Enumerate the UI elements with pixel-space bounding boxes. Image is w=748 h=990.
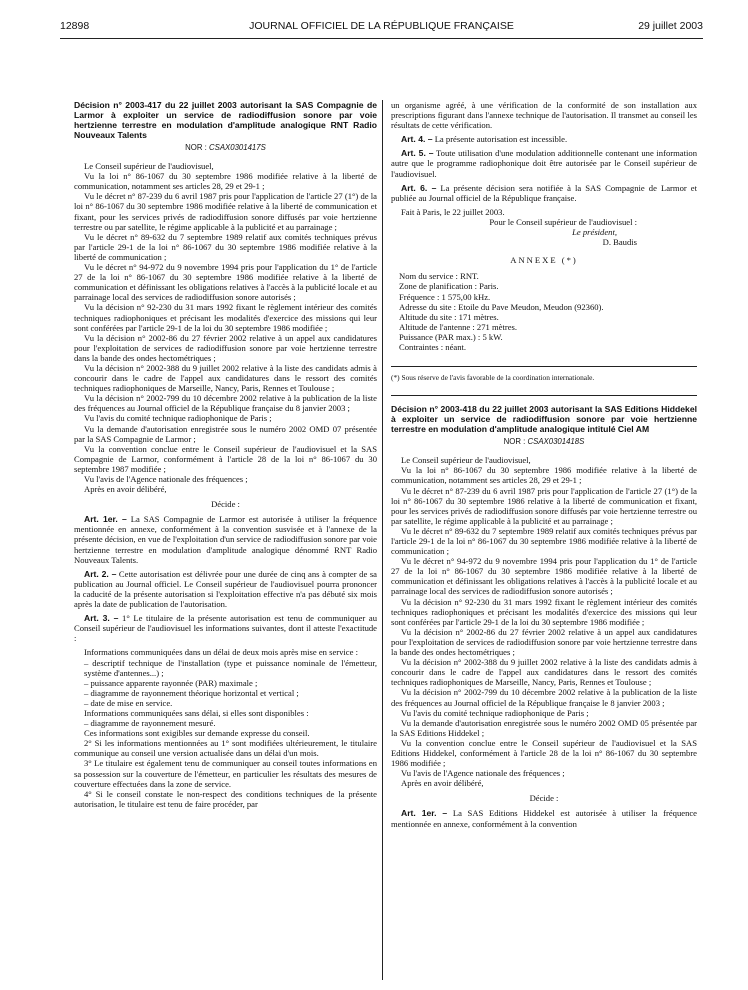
annexe-item: Contraintes : néant.: [399, 341, 467, 352]
visa-paragraph: Vu le décret n° 89-632 du 7 septembre 1989 relatif aux comités techniques prévus par l'article 29-1 de la loi n° 86-1067 du 30 septembre 1986 modifiée relative à la liberté de communication ;: [391, 525, 697, 557]
page-header: [60, 20, 703, 34]
info-intro-2: Informations communiquées sans délai, si elles sont disponibles :: [84, 707, 309, 718]
article-1: [74, 514, 377, 564]
decide-heading-2: Décide :: [529, 793, 559, 804]
annexe-item: Altitude de l'antenne : 271 mètres.: [399, 321, 518, 332]
info-list-2: [74, 718, 377, 728]
article-2: [74, 569, 377, 609]
article-6-text: La présente décision sera notifiée à la SAS Compagnie de Larmor et publiée au Journal officiel de la République française.: [391, 182, 697, 203]
paragraph: 4° Si le conseil constate le non-respect des conditions techniques de la présente autorisation, le titulaire est tenu de faire procéder, par: [74, 788, 377, 809]
visa-paragraph: Vu la loi n° 86-1067 du 30 septembre 1986 modifiée relative à la liberté de communication, notamment ses articles 28, 29 et 29-1 ;: [74, 171, 377, 192]
nor-reference-2: [391, 437, 697, 447]
visa-paragraph: Vu le décret n° 87-239 du 6 avril 1987 pris pour l'application de l'article 27 (1°) de la loi n° 86-1067 du 30 septembre 1986 relative à la liberté de communication et fixant, pour les services privés de radiodiffusion sonore diffusés par voie hertzienne terrestre ou par satellite, le régime applicable à la publicité et au parrainage ;: [391, 485, 697, 526]
visa-paragraph: Après en avoir délibéré,: [84, 484, 167, 495]
article-3-continued: [74, 728, 377, 809]
continuation-text: un organisme agréé, à une vérification de la conformité de son installation aux prescriptions figurant dans l'annexe technique de l'autorisation. Il transmet au conseil les résultats de cette vérification.: [391, 100, 697, 131]
nor-label: NOR :: [185, 143, 207, 152]
info-list: [74, 658, 377, 708]
decide-heading: Décide :: [211, 499, 240, 510]
visa-paragraph: Le Conseil supérieur de l'audiovisuel,: [84, 161, 214, 172]
info-list-item: – descriptif technique de l'installation (type et puissance nominale de l'émetteur, système d'antennes...) ;: [84, 657, 377, 678]
visa-paragraph: Vu le décret n° 94-972 du 9 novembre 1994 pris pour l'application du 1° de l'article 27 de la loi n° 86-1067 du 30 septembre 1986 modifiée relative à la liberté de communication et définissant les obligations relatives à l'accès à la publicité locale et au parrainage local des services de radiodiffusion sonore autorisés ;: [74, 262, 377, 303]
article-2-text: Cette autorisation est délivrée pour une durée de cinq ans à compter de sa publication au Journal officiel. Le Conseil supérieur de l'audiovisuel pourra prononcer la caducité de la présente autorisation si l'exploitation effective n'a pas débuté six mois après la date de publication de l'autorisation.: [74, 568, 377, 610]
signature-line-1: Pour le Conseil supérieur de l'audiovisuel :: [489, 216, 637, 227]
nor-label-2: NOR :: [503, 437, 526, 447]
left-column: [74, 100, 377, 809]
issue-date: 29 juillet 2003: [638, 20, 703, 32]
visa-paragraph: Vu la décision n° 92-230 du 31 mars 1992 fixant le règlement intérieur des comités techniques radiophoniques et précisant les modalités d'exercice des missions qui leur sont conférées par l'article 29-1 de la loi du 30 septembre 1986 modifiée ;: [74, 302, 377, 333]
article-5: [391, 148, 697, 178]
paragraph: Ces informations sont exigibles sur demande expresse du conseil.: [84, 728, 310, 739]
annexe-item: Nom du service : RNT.: [399, 271, 479, 282]
nor-code-2: CSAX0301418S: [527, 437, 585, 447]
article-5-text: Toute utilisation d'une modulation additionnelle contenant une information autre que le programme radiophonique doit être autorisée par le Conseil supérieur de l'audiovisuel.: [391, 148, 697, 179]
article-5-label: Art. 5. –: [401, 148, 434, 159]
article-6: [391, 183, 697, 203]
visa-paragraph: Vu la décision n° 2002-86 du 27 février 2002 relative à un appel aux candidatures pour l'exploitation de services de radiodiffusion sonore par voie hertzienne terrestre dans la bande des ondes hectométriques ;: [74, 332, 377, 363]
visa-paragraph: Vu l'avis de l'Agence nationale des fréquences ;: [401, 768, 565, 779]
article-3-text: 1° Le titulaire de la présente autorisation est tenu de communiquer au Conseil supérieur de l'audiovisuel les informations suivantes, dont il atteste l'exactitude :: [74, 613, 377, 644]
visa-paragraph: Vu la loi n° 86-1067 du 30 septembre 1986 modifiée relative à la liberté de communication, notamment ses articles 28, 29 et 29-1 ;: [391, 465, 697, 486]
decision-separator: [391, 395, 697, 396]
paragraph: 3° Le titulaire est également tenu de communiquer au conseil toutes informations en sa possession sur la couverture de l'émetteur, en particulier les résultats des mesures de couverture effectuées dans la zone de service.: [74, 758, 377, 789]
article-6-label: Art. 6. –: [401, 182, 437, 193]
article-1b-text: La SAS Editions Hiddekel est autorisée à utiliser la fréquence mentionnée en annexe, conformément à la convention: [391, 808, 697, 829]
footnote-rule: [391, 366, 697, 367]
visas-block-2: [391, 455, 697, 788]
fait-a-paris: Fait à Paris, le 22 juillet 2003.: [401, 206, 505, 217]
article-1-label: Art. 1er. –: [84, 514, 127, 525]
article-3-label: Art. 3. –: [84, 613, 119, 624]
article-1b: [391, 808, 697, 828]
visa-paragraph: Vu le décret n° 87-239 du 6 avril 1987 pris pour l'application de l'article 27 (1°) de la loi n° 86-1067 du 30 septembre 1986 modifiée relative à la liberté de communication et fixant, pour les services privés de radiodiffusion sonore diffusés par voie hertzienne terrestre ou par satellite, le régime applicable à la publicité et au parrainage ;: [74, 191, 377, 232]
visa-paragraph: Vu la demande d'autorisation enregistrée sous le numéro 2002 OMD 05 présentée par la SAS Editions Hiddekel ;: [391, 717, 697, 738]
page-number: 12898: [60, 20, 90, 32]
annexe-list: [391, 271, 697, 352]
article-4-text: La présente autorisation est incessible.: [434, 134, 568, 145]
info-list-item: – date de mise en service.: [84, 697, 173, 708]
nor-code: CSAX0301417S: [209, 143, 266, 152]
decision-418-title: Décision n° 2003-418 du 22 juillet 2003 autorisant la SAS Editions Hiddekel à exploiter un service de radiodiffusion sonore par voie hertzienne terrestre en modulation d'amplitude analogique intitulé Ciel AM: [391, 404, 697, 435]
annexe-title: ANNEXE (*): [510, 255, 578, 266]
article-3: [74, 613, 377, 643]
signature-name: D. Baudis: [602, 237, 637, 248]
article-4: [391, 134, 697, 144]
paragraph: 2° Si les informations mentionnées au 1° sont modifiées ultérieurement, le titulaire communique au conseil une version actualisée dans un délai d'un mois.: [74, 738, 377, 759]
visa-paragraph: Vu la décision n° 2002-86 du 27 février 2002 relative à un appel aux candidatures pour l'exploitation de services de radiodiffusion sonore par voie hertzienne terrestre dans la bande des ondes hectométriques ;: [391, 626, 697, 658]
visas-block: [74, 161, 377, 494]
signature-line-2: Le président,: [572, 227, 617, 238]
article-4-label: Art. 4. –: [401, 134, 433, 145]
info-list-item: – diagramme de rayonnement mesuré.: [84, 718, 216, 729]
annexe-item: Altitude du site : 171 mètres.: [399, 311, 499, 322]
visa-paragraph: Vu la décision n° 2002-799 du 10 décembre 2002 relative à la publication de la liste des fréquences au Journal officiel de la République française le 8 janvier 2003 ;: [391, 687, 697, 708]
annexe-item: Adresse du site : Etoile du Pave Meudon, Meudon (92360).: [399, 301, 604, 312]
article-1-text: La SAS Compagnie de Larmor est autorisée à utiliser la fréquence mentionnée en annexe, conformément à la convention susvisée et à l'annexe de la présente décision, en vue de l'exploitation d'un service de radiodiffusion sonore par voie hertzienne terrestre en modulation d'amplitude analogique dénommé RNT Radio Nouveaux Talents.: [74, 514, 377, 565]
journal-title: JOURNAL OFFICIEL DE LA RÉPUBLIQUE FRANÇAISE: [249, 20, 514, 32]
annexe-item: Fréquence : 1 575,00 kHz.: [399, 291, 491, 302]
info-list-item: – diagramme de rayonnement théorique horizontal et vertical ;: [84, 687, 299, 698]
visa-paragraph: Après en avoir délibéré,: [401, 778, 484, 789]
visa-paragraph: Vu la décision n° 2002-388 du 9 juillet 2002 relative à la liste des candidats admis à concourir dans le cadre de l'appel aux candidatures dans le ressort des comités techniques radiophoniques de Marseille, Nancy, Paris, Rennes et Toulouse ;: [391, 657, 697, 688]
visa-paragraph: Le Conseil supérieur de l'audiovisuel,: [401, 455, 531, 466]
annexe-item: Zone de planification : Paris.: [399, 281, 499, 292]
annexe-item: Puissance (PAR max.) : 5 kW.: [399, 331, 503, 342]
visa-paragraph: Vu la décision n° 2002-388 du 9 juillet 2002 relative à la liste des candidats admis à concourir dans le cadre de l'appel aux candidatures dans le ressort des comités techniques radiophoniques de Marseille, Nancy, Paris, Rennes et Toulouse ;: [74, 362, 377, 394]
visa-paragraph: Vu l'avis du comité technique radiophonique de Paris ;: [401, 707, 589, 718]
visa-paragraph: Vu la décision n° 2002-799 du 10 décembre 2002 relative à la publication de la liste des fréquences au Journal officiel de la République française du 8 janvier 2003 ;: [74, 393, 377, 414]
header-rule: [60, 38, 703, 39]
visa-paragraph: Vu le décret n° 94-972 du 9 novembre 1994 pris pour l'application du 1° de l'article 27 de la loi n° 86-1067 du 30 septembre 1986 modifiée relative à la liberté de communication et définissant les obligations relatives à l'accès à la publicité locale et au parrainage local des services de radiodiffusion sonore autorisés ;: [391, 556, 697, 597]
visa-paragraph: Vu la convention conclue entre le Conseil supérieur de l'audiovisuel et la SAS Compagnie de Larmor, conformément à l'article 28 de la loi n° 86-1067 du 30 septembre 1987 modifiée ;: [74, 443, 377, 474]
footnote: (*) Sous réserve de l'avis favorable de la coordination internationale.: [391, 373, 595, 383]
article-1b-label: Art. 1er. –: [401, 808, 448, 819]
right-column: [391, 100, 697, 829]
decision-417-title: Décision n° 2003-417 du 22 juillet 2003 autorisant la SAS Compagnie de Larmor à exploiter un service de radiodiffusion sonore par voie hertzienne terrestre en modulation d'amplitude analogique RNT Radio Nouveaux Talents: [74, 100, 377, 140]
visa-paragraph: Vu la convention conclue entre le Conseil supérieur de l'audiovisuel et la SAS Editions Hiddekel, conformément à l'article 28 de la loi n° 86-1067 du 30 septembre 1986 modifiée ;: [391, 737, 697, 769]
visa-paragraph: Vu l'avis de l'Agence nationale des fréquences ;: [84, 474, 248, 484]
visa-paragraph: Vu le décret n° 89-632 du 7 septembre 1989 relatif aux comités techniques prévus par l'article 29-1 de la loi n° 86-1067 du 30 septembre 1986 modifiée relative à la liberté de communication ;: [74, 231, 377, 262]
signature-block: [391, 217, 697, 247]
article-2-label: Art. 2. –: [84, 568, 117, 579]
column-divider: [382, 100, 383, 980]
visa-paragraph: Vu la décision n° 92-230 du 31 mars 1992 fixant le règlement intérieur des comités techniques radiophoniques et précisant les modalités d'exercice des missions qui leur sont conférées par l'article 29-1 de la loi du 30 septembre 1986 modifiée ;: [391, 596, 697, 627]
visa-paragraph: Vu l'avis du comité technique radiophonique de Paris ;: [84, 413, 272, 424]
nor-reference: [74, 143, 377, 153]
visa-paragraph: Vu la demande d'autorisation enregistrée sous le numéro 2002 OMD 07 présentée par la SAS Compagnie de Larmor ;: [74, 423, 377, 444]
info-list-item: – puissance apparente rayonnée (PAR) maximale ;: [84, 677, 258, 688]
info-intro: Informations communiquées dans un délai de deux mois après mise en service :: [84, 647, 358, 658]
